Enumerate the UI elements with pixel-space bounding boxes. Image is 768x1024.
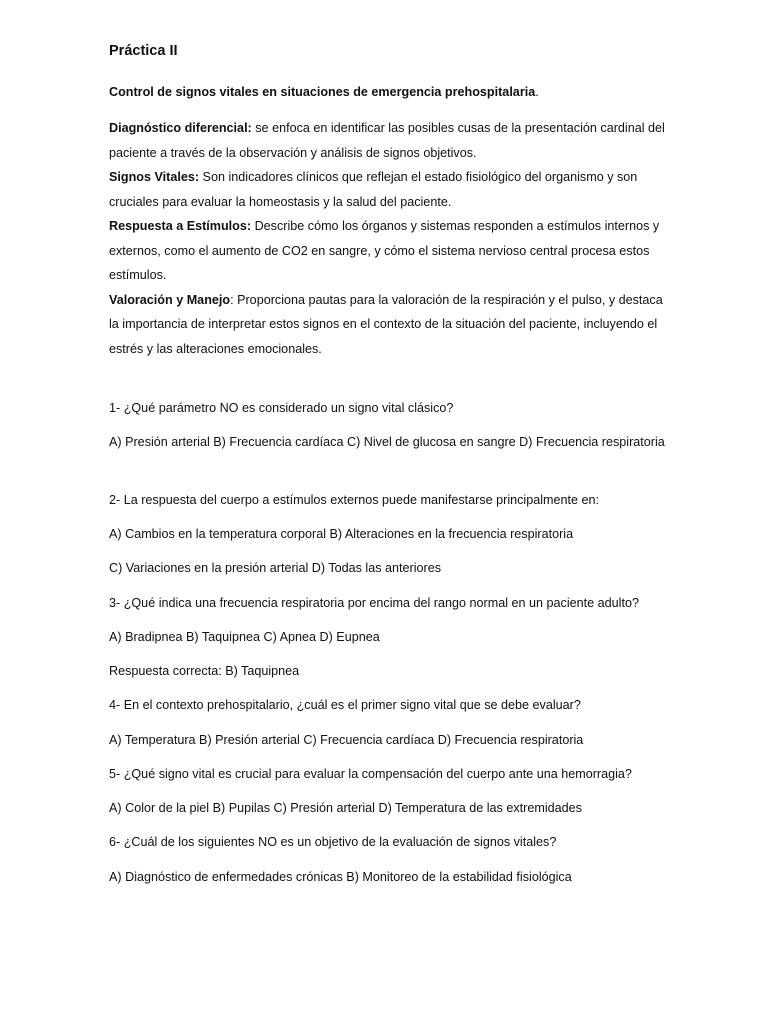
- document-subtitle: [109, 85, 539, 99]
- answer-options: A) Color de la piel B) Pupilas C) Presión arterial D) Temperatura de las extremidades: [109, 801, 582, 815]
- page-title: Práctica II: [109, 43, 178, 59]
- answer-options: A) Temperatura B) Presión arterial C) Frecuencia cardíaca D) Frecuencia respiratoria: [109, 733, 584, 747]
- intro-term: Respuesta a Estímulos:: [109, 219, 252, 233]
- intro-text: Son indicadores clínicos que reflejan el estado fisiológico del organismo y son cruciales para evaluar la homeostasis y la salud del paciente.: [109, 170, 638, 209]
- intro-term: Valoración y Manejo: [109, 292, 231, 307]
- answer-options: A) Bradipnea B) Taquipnea C) Apnea D) Eupnea: [109, 630, 380, 644]
- subtitle-period: .: [535, 85, 539, 99]
- answer-options: A) Diagnóstico de enfermedades crónicas B) Monitoreo de la estabilidad fisiológica: [109, 870, 572, 884]
- subtitle-text: Control de signos vitales en situaciones de emergencia prehospitalaria: [109, 85, 536, 99]
- question-text: 5- ¿Qué signo vital es crucial para evaluar la compensación del cuerpo ante una hemorragia?: [109, 767, 632, 781]
- intro-paragraph: [109, 288, 669, 362]
- intro-text: Describe cómo los órganos y sistemas responden a estímulos internos y externos, como el aumento de CO2 en sangre, y cómo el sistema nervioso central procesa estos estímulos.: [109, 219, 660, 282]
- question-text: 1- ¿Qué parámetro NO es considerado un signo vital clásico?: [109, 401, 454, 415]
- question-text: 3- ¿Qué indica una frecuencia respiratoria por encima del rango normal en un paciente adulto?: [109, 596, 639, 610]
- correct-answer: Respuesta correcta: B) Taquipnea: [109, 664, 300, 678]
- question-text: 6- ¿Cuál de los siguientes NO es un objetivo de la evaluación de signos vitales?: [109, 835, 557, 849]
- answer-options: C) Variaciones en la presión arterial D) Todas las anteriores: [109, 561, 442, 575]
- intro-section: [109, 116, 669, 361]
- intro-text: se enfoca en identificar las posibles cusas de la presentación cardinal del paciente a través de la observación y análisis de signos objetivos.: [109, 121, 665, 160]
- intro-paragraph: [109, 116, 669, 165]
- intro-term: Diagnóstico diferencial:: [109, 121, 252, 135]
- intro-paragraph: [109, 214, 669, 288]
- question-text: 2- La respuesta del cuerpo a estímulos externos puede manifestarse principalmente en:: [109, 493, 600, 507]
- answer-options: A) Presión arterial B) Frecuencia cardíaca C) Nivel de glucosa en sangre D) Frecuencia respiratoria: [109, 435, 665, 449]
- answer-options: A) Cambios en la temperatura corporal B) Alteraciones en la frecuencia respiratoria: [109, 527, 574, 541]
- question-text: 4- En el contexto prehospitalario, ¿cuál es el primer signo vital que se debe evaluar?: [109, 698, 581, 712]
- intro-term: Signos Vitales:: [109, 170, 200, 184]
- intro-text: : Proporciona pautas para la valoración de la respiración y el pulso, y destaca la importancia de interpretar estos signos en el contexto de la situación del paciente, incluyendo el estrés y las alteraciones emocionales.: [109, 292, 663, 356]
- intro-paragraph: [109, 165, 669, 214]
